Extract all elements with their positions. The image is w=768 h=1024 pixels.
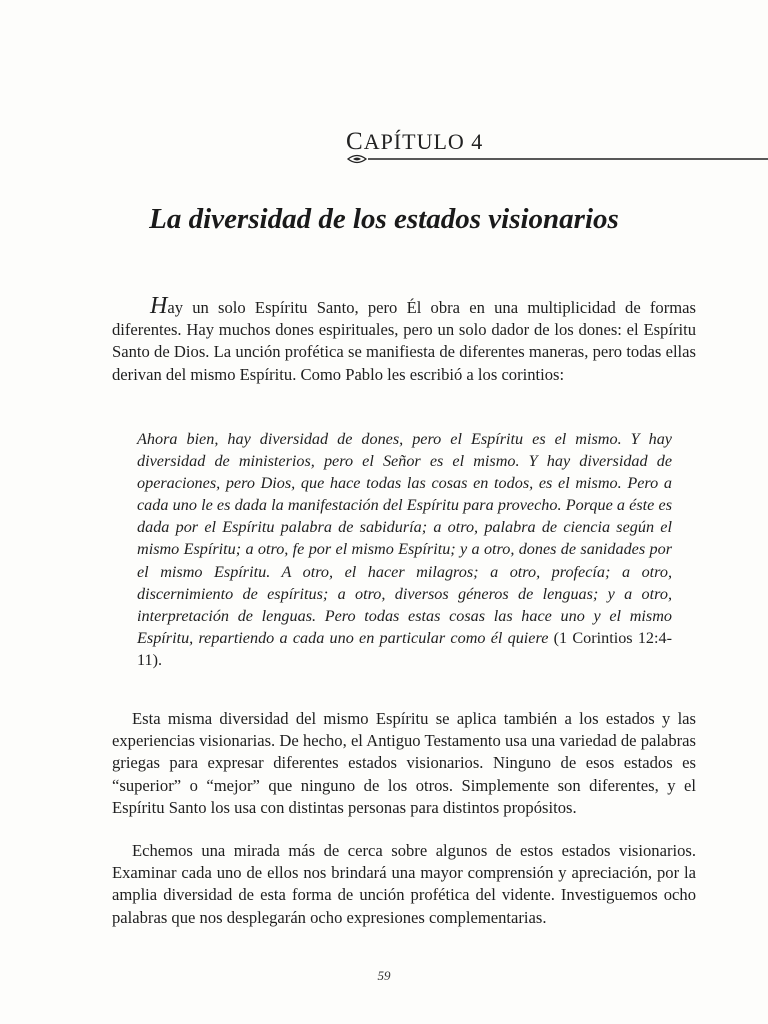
scripture-citation: (1 Corintios 12:4-11). (137, 628, 672, 669)
opening-paragraph-text: ay un solo Espíritu Santo, pero Él obra en una multiplicidad de formas diferentes. Hay muchos dones espirituales, pero un solo dador de los dones: el Espíritu Santo de Dios. La unción profética se manifiesta de diferentes maneras, pero todas ellas derivan del mismo Espíritu. Como Pablo les escribió a los corintios: (112, 298, 696, 384)
scripture-quote-text: Ahora bien, hay diversidad de dones, pero el Espíritu es el mismo. Y hay diversidad de ministerios, pero el Señor es el mismo. Y hay diversidad de operaciones, pero Dios, que hace todas las cosas en todos, es el mismo. Pero a cada uno le es dada la manifestación del Espíritu para provecho. Porque a éste es dada por el Espíritu palabra de sabiduría; a otro, palabra de ciencia según el mismo Espíritu; a otro, fe por el mismo Espíritu; y a otro, dones de sanidades por el mismo Espíritu. A otro, el hacer milagros; a otro, profecía; a otro, discernimiento de espíritus; a otro, diversos géneros de lenguas; y a otro, interpretación de lenguas. Pero todas estas cosas las hace uno y el mismo Espíritu, repartiendo a cada uno en particular como él quiere (137, 430, 672, 647)
scripture-quote (137, 428, 672, 671)
body-paragraph: Echemos una mirada más de cerca sobre algunos de estos estados visionarios. Examinar cada uno de ellos nos brindará una mayor comprensión y apreciación, por la amplia diversidad de esta forma de unción profética del vidente. Investiguemos ocho palabras que nos desplegarán ocho expresiones complementarias. (112, 841, 696, 927)
chapter-label-rest: APÍTULO 4 (363, 129, 484, 154)
chapter-header (346, 128, 768, 178)
drop-cap: H (150, 293, 168, 319)
chapter-ornament-rule (346, 152, 768, 166)
opening-paragraph (112, 293, 696, 386)
chapter-title: La diversidad de los estados visionarios (149, 203, 619, 235)
chapter-label-initial: C (346, 128, 364, 155)
body-paragraph: Esta misma diversidad del mismo Espíritu se aplica también a los estados y las experiencias visionarias. De hecho, el Antiguo Testamento usa una variedad de palabras griegas para expresar diferentes estados visionarios. Ninguno de esos estados es “superior” o “mejor” que ninguno de los otros. Simplemente son diferentes, y el Espíritu Santo los usa con distintas personas para distintos propósitos. (112, 709, 696, 817)
page-number: 59 (377, 968, 391, 983)
